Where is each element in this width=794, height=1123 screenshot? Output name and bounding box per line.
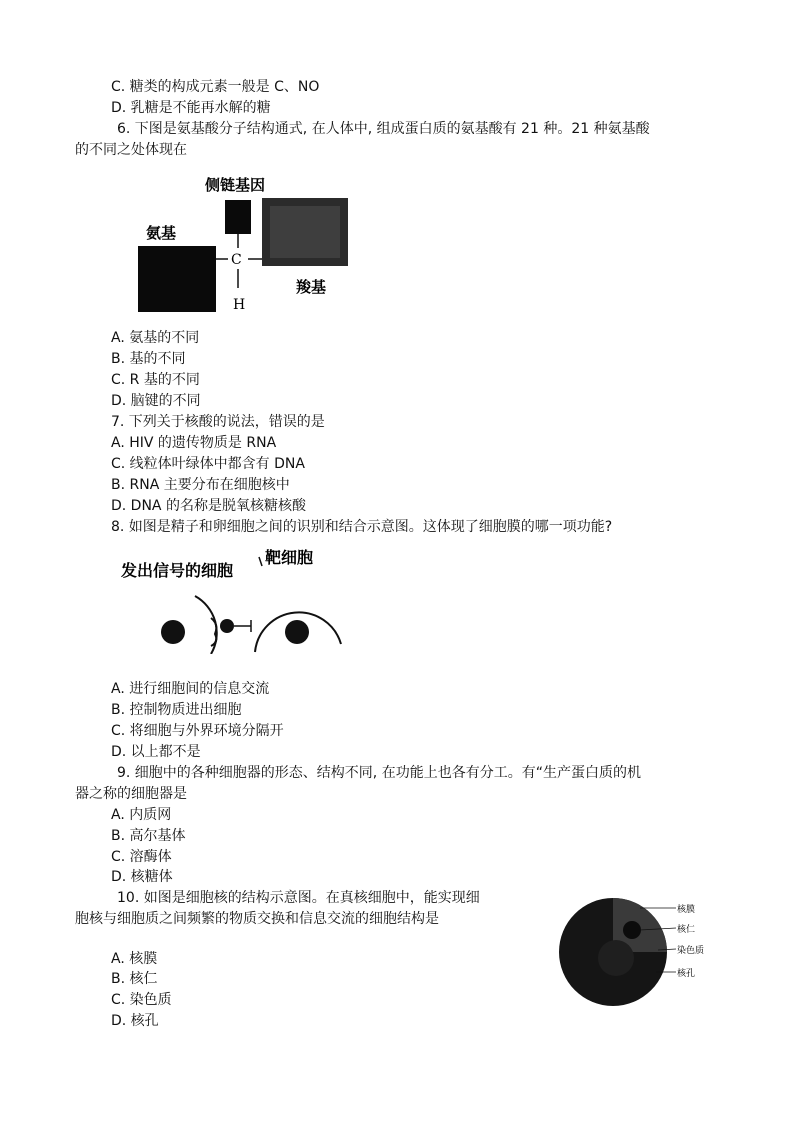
signal-molecule <box>220 619 234 633</box>
pore-label: 核孔 <box>677 969 696 979</box>
q8-option-b: B. 控制物质进出细胞 <box>111 702 242 718</box>
q9-option-d: D. 核糖体 <box>111 869 173 885</box>
q6-option-c: C. R 基的不同 <box>111 372 200 388</box>
q8-option-d: D. 以上都不是 <box>111 744 201 760</box>
amino-acid-structure-figure <box>130 168 360 318</box>
target-cell-label: 靶细胞 <box>265 548 314 567</box>
alpha-carbon-label: C <box>231 252 242 268</box>
q6-option-d: D. 脑键的不同 <box>111 393 201 409</box>
q9-option-c: C. 溶酶体 <box>111 849 172 865</box>
q10-option-c: C. 染色质 <box>111 992 172 1008</box>
q7-option-d: D. DNA 的名称是脱氧核糖核酸 <box>111 498 306 514</box>
q7-option-a: A. HIV 的遗传物质是 RNA <box>111 435 277 451</box>
q6-option-a: A. 氨基的不同 <box>111 330 200 346</box>
q8-option-a: A. 进行细胞间的信息交流 <box>111 681 270 697</box>
q5-option-c: C. 糖类的构成元素一般是 C、NO <box>111 79 320 95</box>
side-chain-label: 侧链基因 <box>205 176 266 194</box>
q6-stem-line-1: 6. 下图是氨基酸分子结构通式, 在人体中, 组成蛋白质的氨基酸有 21 种。21 种氨基酸 <box>117 121 650 137</box>
q5-option-d: D. 乳糖是不能再水解的糖 <box>111 100 271 116</box>
side-chain-block <box>225 200 251 234</box>
q9-option-b: B. 高尔基体 <box>111 828 186 844</box>
q9-option-a: A. 内质网 <box>111 807 172 823</box>
q10-option-d: D. 核孔 <box>111 1013 159 1029</box>
q6-stem-line-2: 的不同之处体现在 <box>75 142 187 158</box>
q7-stem: 7. 下列关于核酸的说法，错误的是 <box>111 414 325 430</box>
nucleolus-label: 核仁 <box>677 925 696 935</box>
q10-option-a: A. 核膜 <box>111 951 158 967</box>
target-cell-nucleus <box>285 620 309 644</box>
carboxyl-label: 羧基 <box>296 278 327 296</box>
q9-stem-line-1: 9. 细胞中的各种细胞器的形态、结构不同, 在功能上也各有分工。有“生产蛋白质的机 <box>117 765 641 781</box>
q8-option-c: C. 将细胞与外界环境分隔开 <box>111 723 284 739</box>
q7-option-b: B. RNA 主要分布在细胞核中 <box>111 477 290 493</box>
q10-stem-line-2: 胞核与细胞质之间频繁的物质交换和信息交流的细胞结构是 <box>75 911 439 927</box>
amino-label: 氨基 <box>146 224 177 242</box>
membrane-label: 核膜 <box>677 905 696 915</box>
q6-option-b: B. 基的不同 <box>111 351 186 367</box>
q10-stem-line-1: 10. 如图是细胞核的结构示意图。在真核细胞中，能实现细 <box>117 890 480 906</box>
hydrogen-label: H <box>233 297 246 313</box>
signal-cell-nucleus <box>161 620 185 644</box>
amino-block <box>138 246 216 312</box>
nucleolus-shape <box>623 921 641 939</box>
cell-nucleus-figure <box>558 888 728 1018</box>
q7-option-c: C. 线粒体叶绿体中都含有 DNA <box>111 456 305 472</box>
chromatin-label: 染色质 <box>677 946 705 956</box>
q8-stem: 8. 如图是精子和卵细胞之间的识别和结合示意图。这体现了细胞膜的哪一项功能? <box>111 519 613 535</box>
cell-recognition-figure <box>115 542 355 654</box>
q9-stem-line-2: 器之称的细胞器是 <box>75 786 187 802</box>
signal-cell-label: 发出信号的细胞 <box>121 561 234 580</box>
q10-option-b: B. 核仁 <box>111 971 158 987</box>
